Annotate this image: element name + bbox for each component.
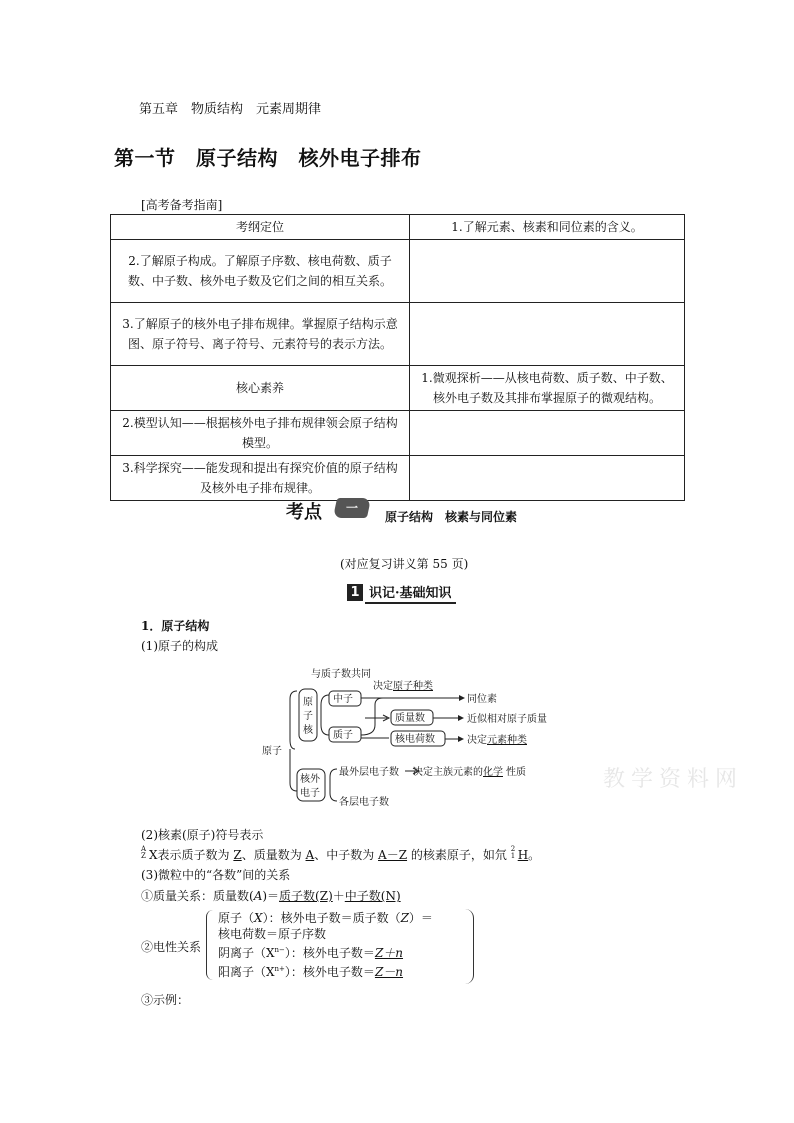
table-row <box>111 456 685 501</box>
table-cell: 3.了解原子的核外电子排布规律。掌握原子结构示意图、原子符号、离子符号、元素符号的表示方法。 <box>111 303 410 366</box>
table-row <box>111 215 685 240</box>
table-cell <box>410 303 685 366</box>
mass-relation: ①质量关系：质量数(A)＝质子数(Z)＋中子数(N) <box>141 889 401 903</box>
kaodian-badge-text: 一 <box>345 501 358 515</box>
subheading-atom-composition: (1)原子的构成 <box>141 639 218 653</box>
guide-label: [高考备考指南] <box>141 198 223 212</box>
charge-line-atom: 原子（X）：核外电子数＝质子数（Z）＝ <box>218 911 433 925</box>
diagram-isotope: 同位素 <box>467 694 497 705</box>
charge-relation-label: ②电性关系 <box>141 940 202 954</box>
diagram-arrow-mass <box>365 715 389 721</box>
diagram-note-2: 决定原子种类 <box>373 681 433 692</box>
subheading-relations: (3)微粒中的“各数”间的关系 <box>141 868 291 882</box>
diagram-layers: 各层电子数 <box>339 797 389 808</box>
diagram-proton: 质子 <box>333 730 353 741</box>
kaodian-label: 考点 <box>286 502 322 523</box>
diagram-note-1: 与质子数共同 <box>311 669 371 680</box>
charge-relation-lines <box>218 910 433 980</box>
table-row <box>111 303 685 366</box>
diagram-arrowhead <box>459 695 465 701</box>
table-row <box>111 366 685 411</box>
table-cell: 3.科学探究——能发现和提出有探究价值的原子结构及核外电子排布规律。 <box>111 456 410 501</box>
diagram-atom-label: 原子 <box>262 746 282 757</box>
section-title: 第一节 原子结构 核外电子排布 <box>114 146 422 170</box>
diagram-mass-number: 质量数 <box>395 713 425 724</box>
diagram-approx-mass: 近似相对原子质量 <box>467 714 547 725</box>
diagram-nuclear-charge: 核电荷数 <box>395 734 435 745</box>
diagram-brace-atom <box>290 691 297 791</box>
diagram-outer-electrons: 最外层电子数 决定主族元素的化学 性质 <box>339 767 526 778</box>
symbol-sub: Z <box>141 852 146 860</box>
table-cell <box>410 456 685 501</box>
section-badge-text: 识记·基础知识 <box>365 582 456 604</box>
diagram-brace-electrons <box>330 769 337 801</box>
table-row <box>111 240 685 303</box>
diagram-arrowhead <box>458 736 464 742</box>
diagram-decide-element: 决定元素种类 <box>467 735 527 746</box>
charge-line-cation: 阳离子$(X^{n+})$：核外电子数＝Z－n <box>218 965 404 979</box>
table-row <box>111 411 685 456</box>
subheading-atom-structure: 1．原子结构 <box>141 619 210 633</box>
charge-line-nuclear: 核电荷数＝原子序数 <box>218 927 327 941</box>
diagram-arrowhead <box>458 715 464 721</box>
diagram-nucleus-char: 原 <box>303 697 313 708</box>
diagram-brace-nucleus <box>321 695 329 735</box>
table-cell: 1.微观探析——从核电荷数、质子数、中子数、核外电子数及其排布掌握原子的微观结构。 <box>410 366 685 411</box>
subheading-symbol: (2)核素(原子)符号表示 <box>141 828 264 842</box>
kaodian-title: 原子结构 核素与同位素 <box>385 510 518 524</box>
kaodian-badge <box>333 498 371 518</box>
table-cell: 核心素养 <box>111 366 410 411</box>
diagram-nucleus-char: 核 <box>303 725 313 736</box>
charge-brace-right <box>465 909 474 984</box>
table-cell: 2.了解原子构成。了解原子序数、核电荷数、质子数、中子数、核外电子数及它们之间的相互关系。 <box>111 240 410 303</box>
symbol-sup: A <box>141 845 147 853</box>
example-label: ③示例： <box>141 993 190 1007</box>
diagram-nucleus-char: 子 <box>303 711 313 722</box>
chapter-heading: 第五章 物质结构 元素周期律 <box>139 102 322 117</box>
symbol-explanation: A Z X表示质子数为 Z、质量数为 A、中子数为 A－Z 的核素原子，如氘 2 1 H。 <box>141 845 541 862</box>
table-cell: 考纲定位 <box>111 215 410 240</box>
diagram-electron-label: 电子 <box>300 788 320 799</box>
watermark: 教学资料网 <box>603 767 744 792</box>
reference-note: (对应复习讲义第 55 页) <box>340 557 469 571</box>
table-cell <box>410 411 685 456</box>
table-cell <box>410 240 685 303</box>
diagram-neutron: 中子 <box>333 694 353 705</box>
syllabus-table <box>110 214 685 501</box>
charge-brace-left <box>206 910 213 980</box>
diagram-proton-link <box>361 698 383 735</box>
table-cell: 1.了解元素、核素和同位素的含义。 <box>410 215 685 240</box>
atom-structure-diagram <box>255 665 575 815</box>
section-number-badge: 1 <box>347 584 363 601</box>
table-cell: 2.模型认知——根据核外电子排布规律领会原子结构模型。 <box>111 411 410 456</box>
diagram-electron-label: 核外 <box>300 774 320 785</box>
charge-line-anion: 阴离子$(X^{n-})$：核外电子数＝Z＋n <box>218 946 404 960</box>
